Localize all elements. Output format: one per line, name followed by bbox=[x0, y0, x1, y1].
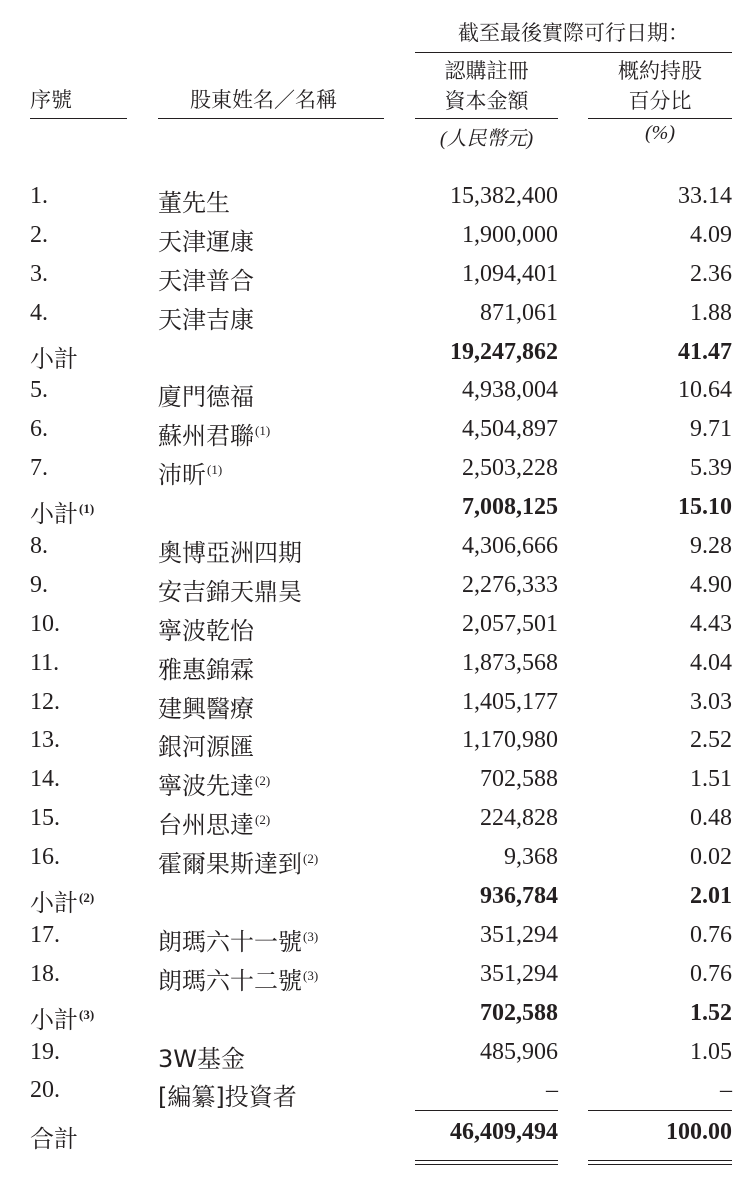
row-amount: 702,588 bbox=[480, 766, 558, 793]
row-pct: 0.48 bbox=[690, 805, 732, 832]
footnote-marker: (3) bbox=[79, 1006, 95, 1022]
row-amount: 1,900,000 bbox=[462, 221, 558, 248]
subtotal-pct: 15.10 bbox=[678, 494, 732, 521]
shareholder-name-text: 廈門德福 bbox=[158, 383, 254, 412]
footnote-marker: (1) bbox=[255, 423, 271, 439]
shareholder-name-text: 蘇州君聯 bbox=[158, 422, 254, 451]
row-pct: 1.51 bbox=[690, 766, 732, 793]
row-pct: 9.71 bbox=[690, 416, 732, 443]
row-pct: 9.28 bbox=[690, 533, 732, 560]
shareholder-name-text: 奧博亞洲四期 bbox=[158, 539, 302, 568]
table-row bbox=[0, 686, 752, 725]
row-seq: 13. bbox=[30, 727, 60, 754]
row-amount: – bbox=[546, 1077, 558, 1104]
table-row bbox=[0, 802, 752, 841]
shareholder-name bbox=[158, 1039, 245, 1074]
row-pct: 0.76 bbox=[690, 921, 732, 948]
row-amount: 2,057,501 bbox=[462, 610, 558, 637]
shareholder-name bbox=[158, 805, 270, 840]
shareholder-name bbox=[158, 727, 254, 762]
footnote-marker: (1) bbox=[207, 462, 223, 478]
total-row bbox=[0, 1116, 752, 1155]
table-row bbox=[0, 647, 752, 686]
row-seq: 11. bbox=[30, 649, 60, 676]
pct-header-line1: 概約持股 bbox=[618, 59, 702, 83]
table-row bbox=[0, 919, 752, 958]
subtotal-row bbox=[0, 997, 752, 1036]
shareholder-name-text: 朗瑪六十一號 bbox=[158, 927, 302, 956]
table-row bbox=[0, 569, 752, 608]
shareholder-name-text: 寧波先達 bbox=[158, 772, 254, 801]
shareholder-name bbox=[158, 611, 254, 646]
shareholder-name bbox=[158, 572, 302, 607]
seq-column-header: 序號 bbox=[30, 88, 72, 112]
subtotal-amount: 936,784 bbox=[480, 883, 558, 910]
shareholder-name bbox=[158, 844, 318, 879]
shareholder-name-text: 霍爾果斯達到 bbox=[158, 850, 302, 879]
subtotal-label-text: 小計 bbox=[30, 344, 78, 373]
total-label: 合計 bbox=[30, 1125, 78, 1153]
row-seq: 1. bbox=[30, 183, 48, 209]
row-amount: 1,873,568 bbox=[462, 649, 558, 676]
row-pct: 4.04 bbox=[690, 649, 732, 676]
table-row bbox=[0, 841, 752, 880]
shareholder-name-text: 安吉錦天鼎昊 bbox=[158, 577, 302, 606]
subtotal-amount: 7,008,125 bbox=[462, 494, 558, 521]
shareholder-name bbox=[158, 533, 302, 568]
footnote-marker: (3) bbox=[303, 967, 319, 983]
amount-header-line1: 認購註冊 bbox=[444, 59, 529, 83]
row-pct: 3.03 bbox=[690, 688, 732, 715]
total-amount: 46,409,494 bbox=[450, 1119, 558, 1145]
shareholder-name-text: 天津運康 bbox=[158, 227, 254, 256]
row-pct: 5.39 bbox=[690, 455, 732, 482]
shareholder-name bbox=[158, 922, 318, 957]
row-pct: 2.52 bbox=[690, 727, 732, 754]
subtotal-label bbox=[30, 1000, 94, 1035]
subtotal-amount: 19,247,862 bbox=[450, 338, 558, 365]
subtotal-pct: 2.01 bbox=[690, 883, 732, 910]
row-seq: 12. bbox=[30, 688, 60, 715]
name-column-header: 股東姓名／名稱 bbox=[190, 88, 337, 112]
footnote-marker: (3) bbox=[303, 928, 319, 944]
row-amount: 2,503,228 bbox=[462, 455, 558, 482]
row-pct: – bbox=[720, 1077, 732, 1104]
shareholder-name bbox=[158, 650, 254, 685]
subtotal-label-text: 小計 bbox=[30, 1005, 78, 1034]
pct-header-line2: 百分比 bbox=[628, 89, 692, 113]
table-row bbox=[0, 958, 752, 997]
row-seq: 16. bbox=[30, 844, 60, 871]
amount-column-header bbox=[415, 56, 558, 116]
shareholder-name-text: [編纂]投資者 bbox=[158, 1083, 297, 1112]
row-amount: 4,504,897 bbox=[462, 416, 558, 443]
subtotal-pct: 41.47 bbox=[678, 338, 732, 365]
shareholder-name-text: 台州思達 bbox=[158, 811, 254, 840]
amount-unit: (人民幣元) bbox=[439, 128, 534, 150]
row-amount: 4,306,666 bbox=[462, 533, 558, 560]
subtotal-row bbox=[0, 336, 752, 375]
date-heading: 截至最後實際可行日期： bbox=[458, 21, 689, 45]
table-row bbox=[0, 1036, 752, 1075]
shareholder-name-text: 銀河源匯 bbox=[158, 733, 254, 762]
shareholder-name-text: 雅惠錦霖 bbox=[158, 655, 254, 684]
shareholder-name bbox=[158, 222, 254, 257]
shareholder-name bbox=[158, 689, 254, 724]
row-amount: 1,170,980 bbox=[462, 727, 558, 754]
row-amount: 351,294 bbox=[480, 960, 558, 987]
total-pct: 100.00 bbox=[666, 1119, 732, 1145]
shareholder-name-text: 3W基金 bbox=[158, 1044, 245, 1073]
row-pct: 4.09 bbox=[690, 221, 732, 248]
table-row bbox=[0, 1074, 752, 1113]
row-seq: 14. bbox=[30, 766, 60, 793]
amount-header-line2: 資本金額 bbox=[444, 89, 529, 113]
footnote-marker: (1) bbox=[79, 501, 95, 517]
pct-column-header bbox=[588, 56, 732, 116]
row-amount: 15,382,400 bbox=[450, 183, 558, 209]
shareholder-name-text: 朗瑪六十二號 bbox=[158, 966, 302, 995]
shareholder-name bbox=[158, 455, 222, 490]
row-amount: 351,294 bbox=[480, 921, 558, 948]
row-pct: 4.90 bbox=[690, 571, 732, 598]
table-row bbox=[0, 413, 752, 452]
row-seq: 6. bbox=[30, 416, 48, 443]
shareholder-name-text: 建興醫療 bbox=[158, 694, 254, 723]
seq-header-rule bbox=[30, 118, 127, 119]
shareholder-name bbox=[158, 766, 270, 801]
row-pct: 0.02 bbox=[690, 844, 732, 871]
total-amount-double-rule bbox=[415, 1160, 558, 1165]
shareholder-name-text: 董先生 bbox=[158, 189, 230, 217]
table-row bbox=[0, 763, 752, 802]
footnote-marker: (2) bbox=[255, 812, 271, 828]
footnote-marker: (2) bbox=[79, 890, 95, 906]
table-row bbox=[0, 180, 752, 219]
shareholder-name bbox=[158, 183, 230, 218]
footnote-marker: (2) bbox=[255, 773, 271, 789]
row-amount: 871,061 bbox=[480, 299, 558, 326]
shareholder-name-text: 沛昕 bbox=[158, 461, 206, 490]
table-row bbox=[0, 258, 752, 297]
row-seq: 9. bbox=[30, 571, 48, 598]
row-pct: 0.76 bbox=[690, 960, 732, 987]
table-row bbox=[0, 724, 752, 763]
row-seq: 4. bbox=[30, 299, 48, 326]
shareholder-name bbox=[158, 1077, 297, 1112]
row-pct: 4.43 bbox=[690, 610, 732, 637]
name-header-rule bbox=[158, 118, 384, 119]
shareholder-name bbox=[158, 416, 270, 451]
row-amount: 224,828 bbox=[480, 805, 558, 832]
row-pct: 1.05 bbox=[690, 1038, 732, 1065]
row-seq: 7. bbox=[30, 455, 48, 482]
shareholder-name-text: 寧波乾怡 bbox=[158, 616, 254, 645]
row-pct: 2.36 bbox=[690, 260, 732, 287]
subtotal-row bbox=[0, 491, 752, 530]
row-seq: 15. bbox=[30, 805, 60, 832]
table-row bbox=[0, 374, 752, 413]
table-row bbox=[0, 530, 752, 569]
row-amount: 9,368 bbox=[504, 844, 558, 871]
subtotal-row bbox=[0, 880, 752, 919]
subtotal-label bbox=[30, 883, 94, 918]
table-row bbox=[0, 297, 752, 336]
shareholder-name bbox=[158, 300, 254, 335]
row-seq: 3. bbox=[30, 260, 48, 287]
shareholder-name-text: 天津普合 bbox=[158, 266, 254, 295]
subtotal-label bbox=[30, 494, 94, 529]
subtotal-pct: 1.52 bbox=[690, 999, 732, 1026]
subtotal-label-text: 小計 bbox=[30, 889, 78, 918]
table-row bbox=[0, 452, 752, 491]
row-seq: 19. bbox=[30, 1038, 60, 1065]
table-row bbox=[0, 608, 752, 647]
row-seq: 10. bbox=[30, 610, 60, 637]
row-seq: 20. bbox=[30, 1077, 60, 1104]
pct-unit: (%) bbox=[645, 122, 675, 144]
row-amount: 1,405,177 bbox=[462, 688, 558, 715]
amount-header-rule bbox=[415, 118, 558, 119]
shareholder-name bbox=[158, 261, 254, 296]
subtotal-label-text: 小計 bbox=[30, 500, 78, 529]
subtotal-label bbox=[30, 339, 78, 374]
row-seq: 2. bbox=[30, 221, 48, 248]
shareholder-name-text: 天津吉康 bbox=[158, 305, 254, 334]
row-amount: 485,906 bbox=[480, 1038, 558, 1065]
row-seq: 17. bbox=[30, 921, 60, 948]
date-heading-rule bbox=[415, 52, 732, 53]
row-seq: 8. bbox=[30, 533, 48, 560]
total-amount-top-rule bbox=[415, 1110, 558, 1111]
row-amount: 1,094,401 bbox=[462, 260, 558, 287]
row-seq: 5. bbox=[30, 377, 48, 404]
row-seq: 18. bbox=[30, 960, 60, 987]
row-pct: 1.88 bbox=[690, 299, 732, 326]
row-amount: 4,938,004 bbox=[462, 377, 558, 404]
table-row bbox=[0, 219, 752, 258]
row-pct: 33.14 bbox=[678, 183, 732, 209]
footnote-marker: (2) bbox=[303, 851, 319, 867]
shareholder-name bbox=[158, 377, 254, 412]
shareholder-table bbox=[0, 180, 752, 1113]
shareholder-name bbox=[158, 961, 318, 996]
total-pct-top-rule bbox=[588, 1110, 732, 1111]
subtotal-amount: 702,588 bbox=[480, 999, 558, 1026]
total-pct-double-rule bbox=[588, 1160, 732, 1165]
row-pct: 10.64 bbox=[678, 377, 732, 404]
row-amount: 2,276,333 bbox=[462, 571, 558, 598]
pct-header-rule bbox=[588, 118, 732, 119]
